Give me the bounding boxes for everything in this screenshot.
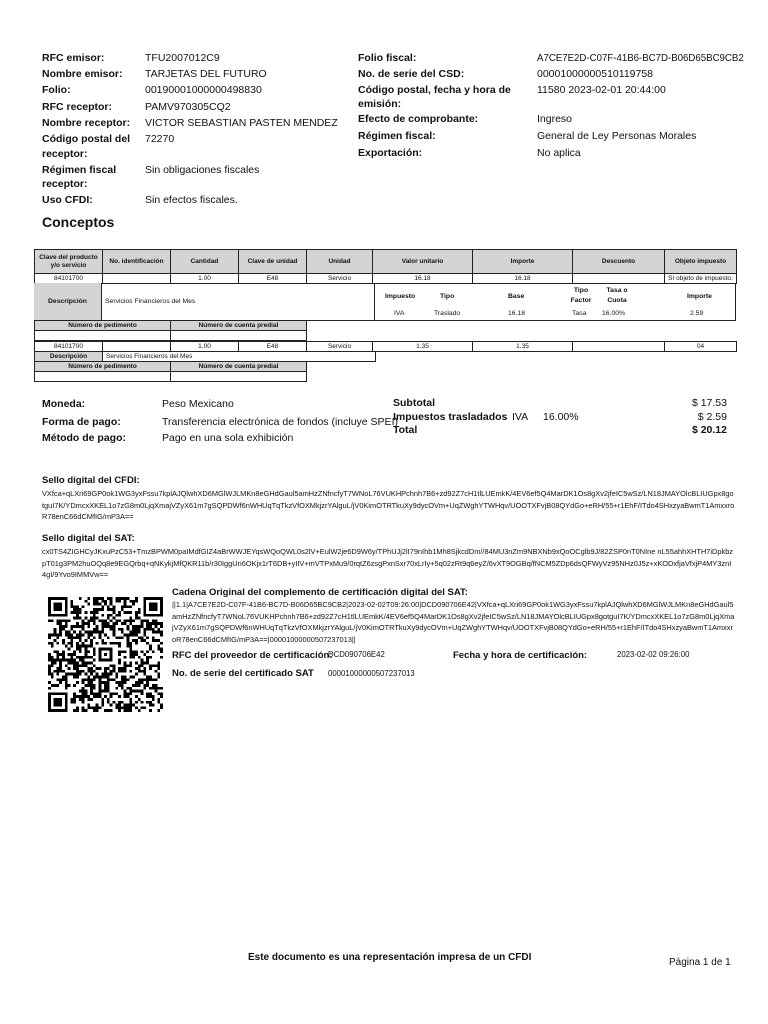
item2-unidad: Servicio bbox=[307, 342, 373, 352]
item1-importe: 16.18 bbox=[473, 274, 573, 284]
rfc-receptor-value: PAMV970305CQ2 bbox=[145, 101, 231, 113]
regimen-fiscal-value: General de Ley Personas Morales bbox=[537, 130, 697, 142]
item1-descuento bbox=[573, 274, 665, 284]
folio-fiscal-label: Folio fiscal: bbox=[358, 52, 417, 64]
regimen-receptor-label-2: receptor: bbox=[42, 178, 88, 190]
impuestos-tipo: IVA bbox=[512, 411, 529, 423]
sello-sat-value: cx0TS4ZIGHCyJKxuPzC53+TmzBPWM0paIMdfGIZ4aBrWWJEYqsWQoQWL0s2lV+EulW2je6D9W6y/TPhUJj2lI79nIhb1Mh8SjkcdDm//84MU3nZm9NBXNb9xQoOCglb9J/82ZSP0nT0NIne nL55ahhXHTH7iDpkbzpT01g3PM2huOQq8e9EGQrbq+qNKykjMfQKR11b/r30IggUn6OKjx1rT6DB+yIIV+mVTPxMu9/0rqtZ6zsgPxnSxr70xLrIy+5q02zRt9q6eyZ/6vXT9OGBq/fNCM5ZDp6dsQFWyVz95NHz0J5z+xKODxfjaVfxjP4MY3znI4gI/9Yvo9IMMVw== bbox=[42, 547, 734, 579]
serie-csd-label: No. de serie del CSD: bbox=[358, 68, 465, 80]
folio-value: 00190001000000498830 bbox=[145, 84, 262, 96]
item1-desc-divider bbox=[374, 283, 375, 321]
serie-csd-value: 00001000000510119758 bbox=[537, 68, 654, 80]
sello-sat-label: Sello digital del SAT: bbox=[42, 533, 135, 544]
item1-cuenta-label: Número de cuenta predial bbox=[171, 321, 307, 331]
header-descuento: Descuento bbox=[573, 250, 665, 274]
concepto-row-2 bbox=[35, 342, 737, 352]
nombre-emisor-value: TARJETAS DEL FUTURO bbox=[145, 68, 267, 80]
item1-valor-unitario: 16.18 bbox=[373, 274, 473, 284]
item2-desc-label: Descripción bbox=[35, 352, 103, 362]
item1-pedimento-label: Número de pedimento bbox=[35, 321, 171, 331]
rfc-receptor-label: RFC receptor: bbox=[42, 101, 113, 113]
folio-fiscal-value: A7CE7E2D-C07F-41B6-BC7D-B06D65BC9CB2 bbox=[537, 52, 744, 64]
folio-label: Folio: bbox=[42, 84, 71, 96]
header-clave: Clave del producto y/o servicio bbox=[35, 250, 103, 274]
qr-code bbox=[48, 597, 163, 712]
header-clave-unidad: Clave de unidad bbox=[239, 250, 307, 274]
cadena-label: Cadena Original del complemento de certificación digital del SAT: bbox=[172, 587, 468, 598]
item2-descuento bbox=[573, 342, 665, 352]
item1-base: 16.18 bbox=[508, 310, 526, 317]
item2-cantidad: 1.00 bbox=[171, 342, 239, 352]
cp-fecha-label-1: Código postal, fecha y hora de bbox=[358, 84, 511, 96]
item2-objeto: 04 bbox=[665, 342, 737, 352]
cp-fecha-label-2: emisión: bbox=[358, 98, 402, 110]
efecto-label: Efecto de comprobante: bbox=[358, 113, 479, 125]
item1-imp-h-tipo: Tipo bbox=[440, 293, 455, 300]
header-no-id: No. identificación bbox=[103, 250, 171, 274]
forma-pago-value: Transferencia electrónica de fondos (incluye SPEI) bbox=[162, 416, 398, 428]
item1-importe-imp: 2.59 bbox=[690, 310, 704, 317]
rfc-proveedor-value: DCD090706E42 bbox=[328, 650, 385, 659]
item2-cuenta-label: Número de cuenta predial bbox=[171, 362, 307, 372]
page-number: Página 1 de 1 bbox=[669, 957, 731, 968]
total-label: Total bbox=[393, 424, 418, 436]
item1-tipo-factor: Tasa bbox=[572, 310, 587, 317]
nombre-receptor-value: VICTOR SEBASTIAN PASTEN MENDEZ bbox=[145, 117, 338, 129]
item2-no-id bbox=[103, 342, 171, 352]
moneda-label: Moneda: bbox=[42, 398, 86, 410]
header-cantidad: Cantidad bbox=[171, 250, 239, 274]
sello-cfdi-label: Sello digital del CFDI: bbox=[42, 475, 140, 486]
item1-no-id bbox=[103, 274, 171, 284]
item1-desc-label: Descripción bbox=[48, 298, 87, 305]
cp-fecha-value: 11580 2023-02-01 20:44:00 bbox=[537, 84, 666, 96]
conceptos-title: Conceptos bbox=[42, 214, 115, 230]
item1-cuenta-value bbox=[171, 331, 307, 341]
forma-pago-label: Forma de pago: bbox=[42, 416, 121, 428]
metodo-pago-value: Pago en una sola exhibición bbox=[162, 432, 294, 444]
regimen-receptor-value: Sin obligaciones fiscales bbox=[145, 164, 260, 176]
impuestos-tasa: 16.00% bbox=[543, 411, 579, 423]
metodo-pago-label: Método de pago: bbox=[42, 432, 126, 444]
item2-clave: 84101700 bbox=[35, 342, 103, 352]
header-importe: Importe bbox=[473, 250, 573, 274]
item2-clave-unidad: E48 bbox=[239, 342, 307, 352]
conceptos-header-row bbox=[35, 250, 737, 274]
impuestos-label: Impuestos trasladados bbox=[393, 411, 508, 423]
item1-pedimento-table bbox=[34, 320, 307, 341]
cp-receptor-label-2: receptor: bbox=[42, 148, 88, 160]
fecha-cert-value: 2023-02-02 09:26:00 bbox=[617, 650, 690, 659]
uso-cfdi-label: Uso CFDI: bbox=[42, 194, 93, 206]
fecha-cert-label: Fecha y hora de certificación: bbox=[453, 650, 588, 661]
sello-cfdi-value: VXfca+qLXri69GP0ok1WG3yxFssu7kplAJQlwhXD6MGlWJLMKn8eGHdGaul5amHzZNfncfyT7WNoL76VUKHPchnh7B6+zd92Z7cH1tlLUEmkK/4EV6ef5Q4MarDK1Os8gXv2jfeIC5wSz/LN18JMAYOlcBLIUGpx8gotguI7K/YDmcxXKEL1o7zG8m0LjqXmajVZyX61m7gSQPDWf6nWHUqTqTkzVfOXMkjzrYAlguL/jV0KimOTRTkuXy9dycOVm+UqZWghYTWHqv/UOOTXFvjB08QYdGo+eRH/55+r1EhF/ITdo4SHxzyaBwmT1AmxxroR78enC66dCMfIG/mP3A== bbox=[42, 489, 735, 521]
item1-impuesto: IVA bbox=[394, 310, 405, 317]
uso-cfdi-value: Sin efectos fiscales. bbox=[145, 194, 238, 206]
item1-pedimento-value bbox=[35, 331, 171, 341]
item1-unidad: Servicio bbox=[307, 274, 373, 284]
efecto-value: Ingreso bbox=[537, 113, 573, 125]
rfc-emisor-label: RFC emisor: bbox=[42, 52, 105, 64]
item1-clave: 84101700 bbox=[35, 274, 103, 284]
concepto-row-1 bbox=[35, 274, 737, 284]
regimen-receptor-label-1: Régimen fiscal bbox=[42, 164, 117, 176]
rfc-emisor-value: TFU2007012C9 bbox=[145, 52, 220, 64]
total-value: $ 20.12 bbox=[691, 424, 727, 436]
item1-imp-h-tipo-factor: Tipo Factor bbox=[570, 287, 592, 304]
item1-clave-unidad: E48 bbox=[239, 274, 307, 284]
subtotal-label: Subtotal bbox=[393, 397, 435, 409]
item1-cantidad: 1.00 bbox=[171, 274, 239, 284]
item1-imp-h-base: Base bbox=[508, 293, 525, 300]
item1-desc: Servicios Financieros del Mes bbox=[105, 298, 196, 305]
subtotal-value: $ 17.53 bbox=[691, 397, 727, 409]
item2-pedimento-table bbox=[34, 361, 307, 382]
serie-sat-label: No. de serie del certificado SAT bbox=[172, 668, 314, 679]
item2-valor-unitario: 1.35 bbox=[373, 342, 473, 352]
item1-imp-h-tasa: Tasa o Cuota bbox=[606, 287, 628, 304]
cadena-value: ||1.1|A7CE7E2D-C07F-41B6-BC7D-B06D65BC9CB2|2023-02-02T09:26:00|DCD090706E42|VXfca+qLXri69GP0ok1WG3yxFssu7kplAJQlwhXD6MGlWJLMKn8eGHdGaul5amHzZNfncfyT7WNoL76VUKHPchnh7B6+zd92Z7cH1tlLUEmkK/4EV6ef5Q4MarDK1Os8gXv2jfeIC5wSz/LN18JMAYOlcBLIUGpx8gotguI7K/YDmcxXKEL1o7zG8m0LjqXmajVZyX61m7gSQPDWf6nWHUqTqTkzVfOXMkjzrYAlguL/jV0KimOTRTkuXy9dycOVm+UqZWghYTWHqv/UOOTXFvjB08QYdGo+eRH/55+r1EhF/ITdo4SHxzyaBwmT1AmxxroR78enC66dCMfIG/mP3A==|00001000000507237013|| bbox=[172, 600, 735, 644]
header-valor-unitario: Valor unitario bbox=[373, 250, 473, 274]
header-objeto: Objeto impuesto bbox=[665, 250, 737, 274]
item2-pedimento-value bbox=[35, 372, 171, 382]
regimen-fiscal-label: Régimen fiscal: bbox=[358, 130, 436, 142]
header-unidad: Unidad bbox=[307, 250, 373, 274]
rfc-proveedor-label: RFC del proveedor de certificación: bbox=[172, 650, 333, 661]
serie-sat-value: 00001000000507237013 bbox=[328, 669, 415, 678]
nombre-receptor-label: Nombre receptor: bbox=[42, 117, 131, 129]
item2-pedimento-label: Número de pedimento bbox=[35, 362, 171, 372]
item2-desc: Servicios Financieros del Mes bbox=[103, 352, 376, 362]
cp-receptor-label-1: Código postal del bbox=[42, 133, 131, 145]
item1-imp-h-importe: Importe bbox=[687, 293, 712, 300]
conceptos-table bbox=[34, 249, 737, 284]
item1-tasa: 16.00% bbox=[602, 310, 626, 317]
item2-importe: 1.35 bbox=[473, 342, 573, 352]
cp-receptor-value: 72270 bbox=[145, 133, 175, 145]
nombre-emisor-label: Nombre emisor: bbox=[42, 68, 123, 80]
item2-cuenta-value bbox=[171, 372, 307, 382]
item1-objeto: Sí objeto de impuesto. bbox=[665, 274, 737, 284]
moneda-value: Peso Mexicano bbox=[162, 398, 234, 410]
exportacion-value: No aplica bbox=[537, 147, 581, 159]
impuestos-value: $ 2.59 bbox=[697, 411, 727, 423]
footer-leyenda: Este documento es una representación impresa de un CFDI bbox=[248, 952, 532, 963]
item1-imp-h-impuesto: Impuesto bbox=[385, 293, 416, 300]
exportacion-label: Exportación: bbox=[358, 147, 423, 159]
item1-tipo: Traslado bbox=[434, 310, 461, 317]
